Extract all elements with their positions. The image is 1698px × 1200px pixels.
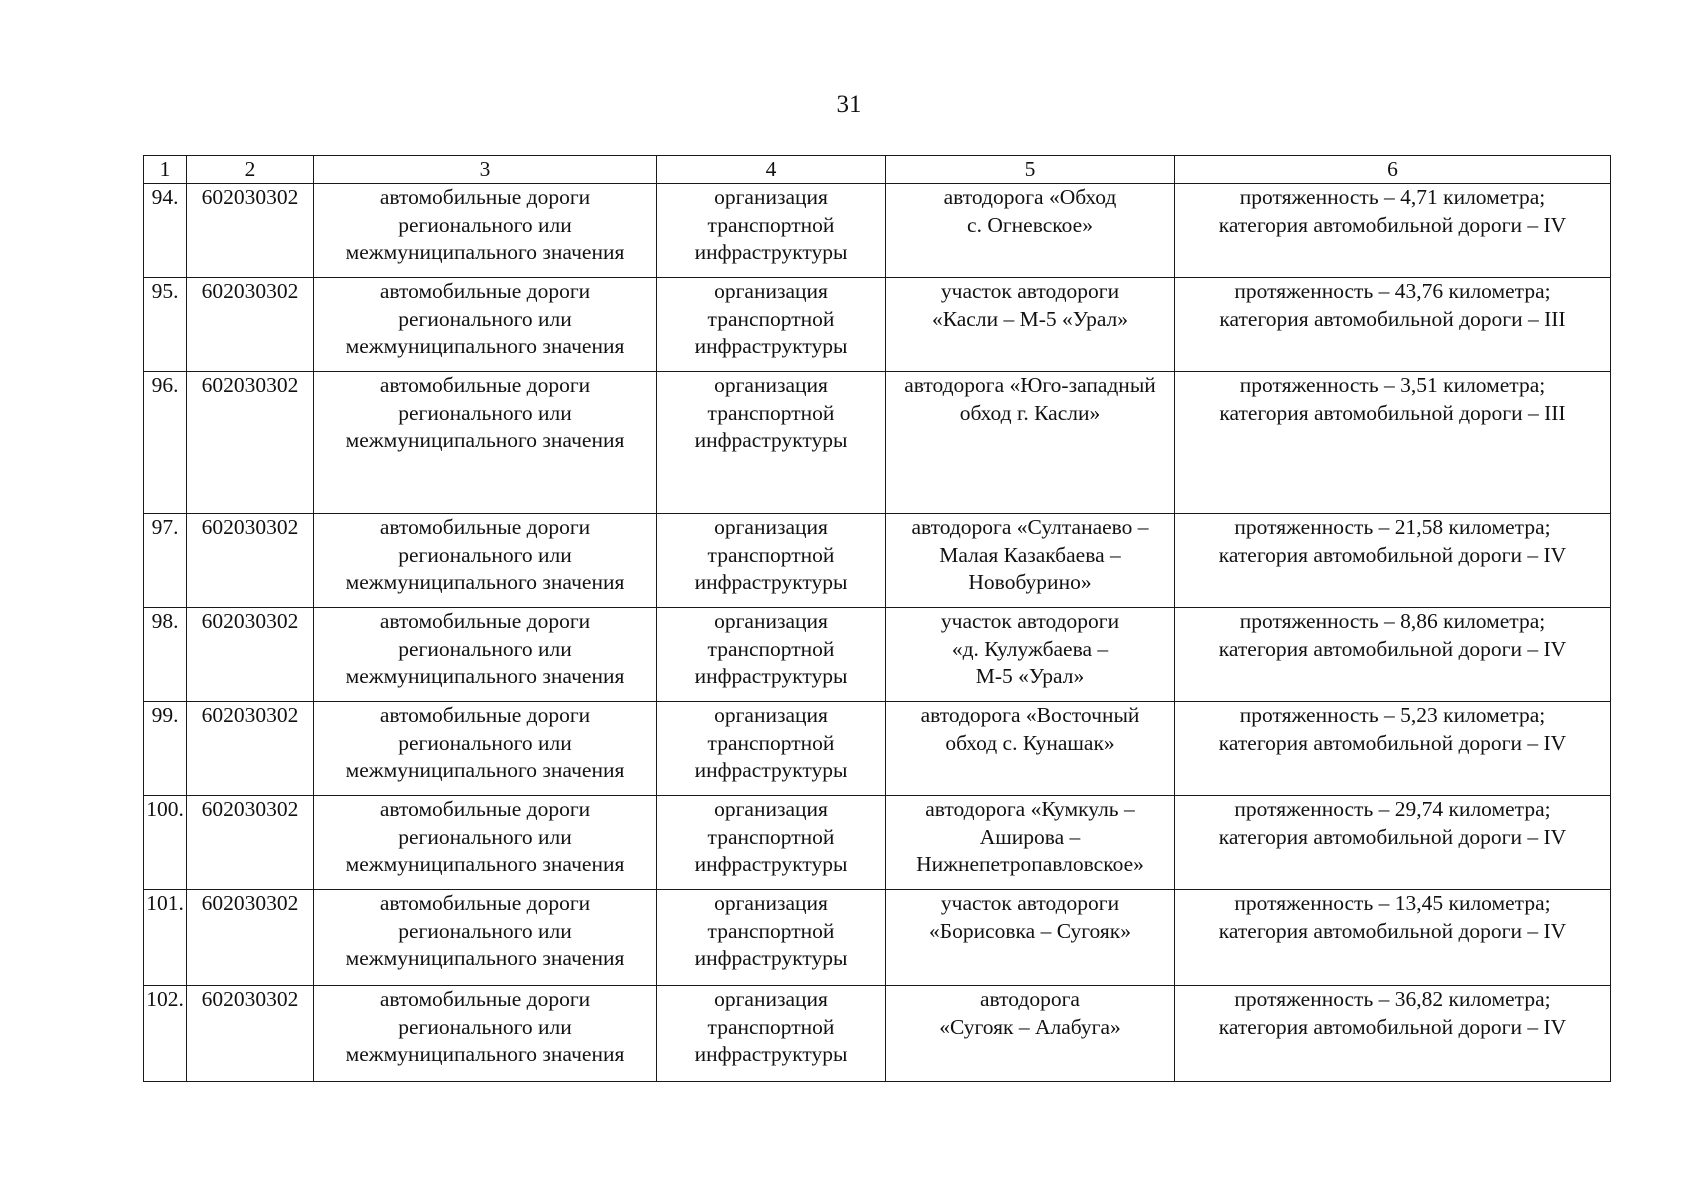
characteristics-line: категория автомобильной дороги – IV [1218,636,1567,661]
row-number-cell: 95. [144,278,187,372]
characteristics-line: протяженность – 21,58 километра; [1234,515,1551,539]
table-row [144,890,1611,986]
header-cell-6: 6 [1175,156,1611,184]
purpose-cell [657,278,886,372]
purpose-cell [657,514,886,608]
characteristics-line: категория автомобильной дороги – IV [1218,824,1567,849]
header-cell-4: 4 [657,156,886,184]
object-type-line: автомобильные дороги [379,279,591,303]
characteristics-line: протяженность – 3,51 километра; [1239,373,1546,397]
object-name-line: Нижнепетропавловское» [916,852,1144,876]
object-type-line: межмуниципального значения [345,334,625,358]
purpose-cell [657,796,886,890]
purpose-line: организация [714,987,828,1011]
object-type-cell [314,608,657,702]
purpose-line: организация [714,185,828,209]
characteristics-line: протяженность – 4,71 километра; [1239,185,1546,209]
characteristics-cell [1175,796,1611,890]
object-type-line: межмуниципального значения [345,852,625,876]
characteristics-line: протяженность – 36,82 километра; [1234,987,1551,1011]
purpose-line: организация [714,891,828,915]
object-type-line: автомобильные дороги [379,703,591,727]
purpose-line: инфраструктуры [694,570,848,594]
object-name-line: автодорога «Обход [943,185,1117,209]
object-name-line: участок автодороги [940,279,1120,303]
purpose-line: транспортной [707,306,835,331]
characteristics-line: категория автомобильной дороги – IV [1218,1014,1567,1039]
object-type-cell [314,278,657,372]
table-row [144,372,1611,514]
object-type-line: межмуниципального значения [345,664,625,688]
characteristics-line: категория автомобильной дороги – IV [1218,918,1567,943]
object-type-line: регионального или [398,1014,572,1039]
object-type-cell [314,796,657,890]
row-number-cell: 99. [144,702,187,796]
object-type-line: межмуниципального значения [345,570,625,594]
road-registry-table [143,155,1611,1082]
characteristics-cell [1175,278,1611,372]
purpose-line: транспортной [707,542,835,567]
object-type-cell [314,514,657,608]
row-number-cell: 96. [144,372,187,514]
row-number-cell: 98. [144,608,187,702]
purpose-line: транспортной [707,824,835,849]
object-type-cell [314,184,657,278]
characteristics-cell [1175,372,1611,514]
code-cell: 602030302 [187,278,314,372]
table-row [144,278,1611,372]
object-name-line: «Касли – М-5 «Урал» [931,306,1129,331]
purpose-line: организация [714,797,828,821]
purpose-line: организация [714,279,828,303]
characteristics-line: категория автомобильной дороги – IV [1218,542,1567,567]
characteristics-line: категория автомобильной дороги – IV [1218,212,1567,237]
header-cell-1: 1 [144,156,187,184]
object-name-line: М-5 «Урал» [975,664,1085,688]
purpose-cell [657,986,886,1082]
characteristics-line: протяженность – 8,86 километра; [1239,609,1546,633]
object-name-cell [886,608,1175,702]
purpose-cell [657,372,886,514]
object-type-line: межмуниципального значения [345,1042,625,1066]
object-type-line: регионального или [398,212,572,237]
characteristics-line: категория автомобильной дороги – III [1219,400,1566,425]
code-cell: 602030302 [187,184,314,278]
table-row [144,986,1611,1082]
object-type-line: автомобильные дороги [379,891,591,915]
table-row [144,514,1611,608]
object-name-line: автодорога «Султанаево – [911,515,1149,539]
purpose-line: транспортной [707,400,835,425]
object-name-line: «д. Кулужбаева – [951,636,1109,661]
characteristics-line: протяженность – 43,76 километра; [1234,279,1551,303]
object-name-line: участок автодороги [940,609,1120,633]
characteristics-cell [1175,890,1611,986]
object-name-line: автодорога «Восточный [920,703,1140,727]
header-cell-5: 5 [886,156,1175,184]
characteristics-line: категория автомобильной дороги – IV [1218,730,1567,755]
row-number-cell: 97. [144,514,187,608]
object-type-line: межмуниципального значения [345,428,625,452]
purpose-line: инфраструктуры [694,240,848,264]
characteristics-cell [1175,184,1611,278]
characteristics-line: протяженность – 13,45 километра; [1234,891,1551,915]
object-type-line: регионального или [398,306,572,331]
object-type-line: автомобильные дороги [379,609,591,633]
header-cell-2: 2 [187,156,314,184]
row-number-cell: 94. [144,184,187,278]
code-cell: 602030302 [187,372,314,514]
object-name-line: «Сугояк – Алабуга» [939,1014,1121,1039]
purpose-cell [657,890,886,986]
object-type-line: автомобильные дороги [379,987,591,1011]
purpose-line: инфраструктуры [694,946,848,970]
characteristics-line: протяженность – 29,74 километра; [1234,797,1551,821]
object-type-line: регионального или [398,636,572,661]
characteristics-cell [1175,514,1611,608]
object-name-line: обход с. Кунашак» [945,730,1115,755]
object-type-line: автомобильные дороги [379,373,591,397]
purpose-line: инфраструктуры [694,758,848,782]
object-type-cell [314,986,657,1082]
object-type-cell [314,372,657,514]
code-cell: 602030302 [187,986,314,1082]
row-number-cell: 101. [144,890,187,986]
purpose-line: транспортной [707,1014,835,1039]
object-name-line: Малая Казакбаева – [939,542,1121,567]
object-type-cell [314,890,657,986]
purpose-line: организация [714,703,828,727]
object-type-line: регионального или [398,918,572,943]
object-name-line: участок автодороги [940,891,1120,915]
object-type-cell [314,702,657,796]
object-type-line: автомобильные дороги [379,797,591,821]
code-cell: 602030302 [187,514,314,608]
object-name-cell [886,890,1175,986]
object-type-line: регионального или [398,542,572,567]
object-type-line: автомобильные дороги [379,515,591,539]
purpose-line: организация [714,609,828,633]
purpose-line: организация [714,515,828,539]
table-row [144,796,1611,890]
code-cell: 602030302 [187,890,314,986]
characteristics-cell [1175,608,1611,702]
object-type-line: межмуниципального значения [345,946,625,970]
purpose-line: инфраструктуры [694,1042,848,1066]
purpose-line: транспортной [707,212,835,237]
object-name-line: Аширова – [979,824,1081,849]
object-name-cell [886,514,1175,608]
object-name-line: автодорога «Кумкуль – [925,797,1135,821]
object-name-cell [886,184,1175,278]
purpose-line: организация [714,373,828,397]
row-number-cell: 100. [144,796,187,890]
purpose-line: инфраструктуры [694,428,848,452]
code-cell: 602030302 [187,796,314,890]
characteristics-line: категория автомобильной дороги – III [1219,306,1566,331]
purpose-line: транспортной [707,636,835,661]
object-name-cell [886,372,1175,514]
row-number-cell: 102. [144,986,187,1082]
object-name-line: обход г. Касли» [959,400,1101,425]
purpose-line: инфраструктуры [694,664,848,688]
purpose-cell [657,702,886,796]
object-name-cell [886,702,1175,796]
object-name-cell [886,986,1175,1082]
characteristics-cell [1175,702,1611,796]
object-type-line: автомобильные дороги [379,185,591,209]
characteristics-cell [1175,986,1611,1082]
code-cell: 602030302 [187,702,314,796]
header-row [144,156,1611,184]
object-type-line: регионального или [398,730,572,755]
object-name-line: с. Огневское» [967,212,1093,237]
object-name-cell [886,796,1175,890]
object-type-line: межмуниципального значения [345,758,625,782]
purpose-line: инфраструктуры [694,852,848,876]
header-cell-3: 3 [314,156,657,184]
purpose-line: инфраструктуры [694,334,848,358]
table-row [144,608,1611,702]
object-type-line: регионального или [398,400,572,425]
object-name-line: Новобурино» [968,570,1092,594]
page-number: 31 [836,91,862,118]
purpose-cell [657,184,886,278]
purpose-line: транспортной [707,730,835,755]
object-name-line: «Борисовка – Сугояк» [929,918,1131,943]
table-row [144,184,1611,278]
object-type-line: регионального или [398,824,572,849]
object-name-line: автодорога [980,987,1080,1011]
table-row [144,702,1611,796]
object-type-line: межмуниципального значения [345,240,625,264]
characteristics-line: протяженность – 5,23 километра; [1239,703,1546,727]
object-name-cell [886,278,1175,372]
purpose-line: транспортной [707,918,835,943]
object-name-line: автодорога «Юго-западный [904,373,1156,397]
code-cell: 602030302 [187,608,314,702]
purpose-cell [657,608,886,702]
